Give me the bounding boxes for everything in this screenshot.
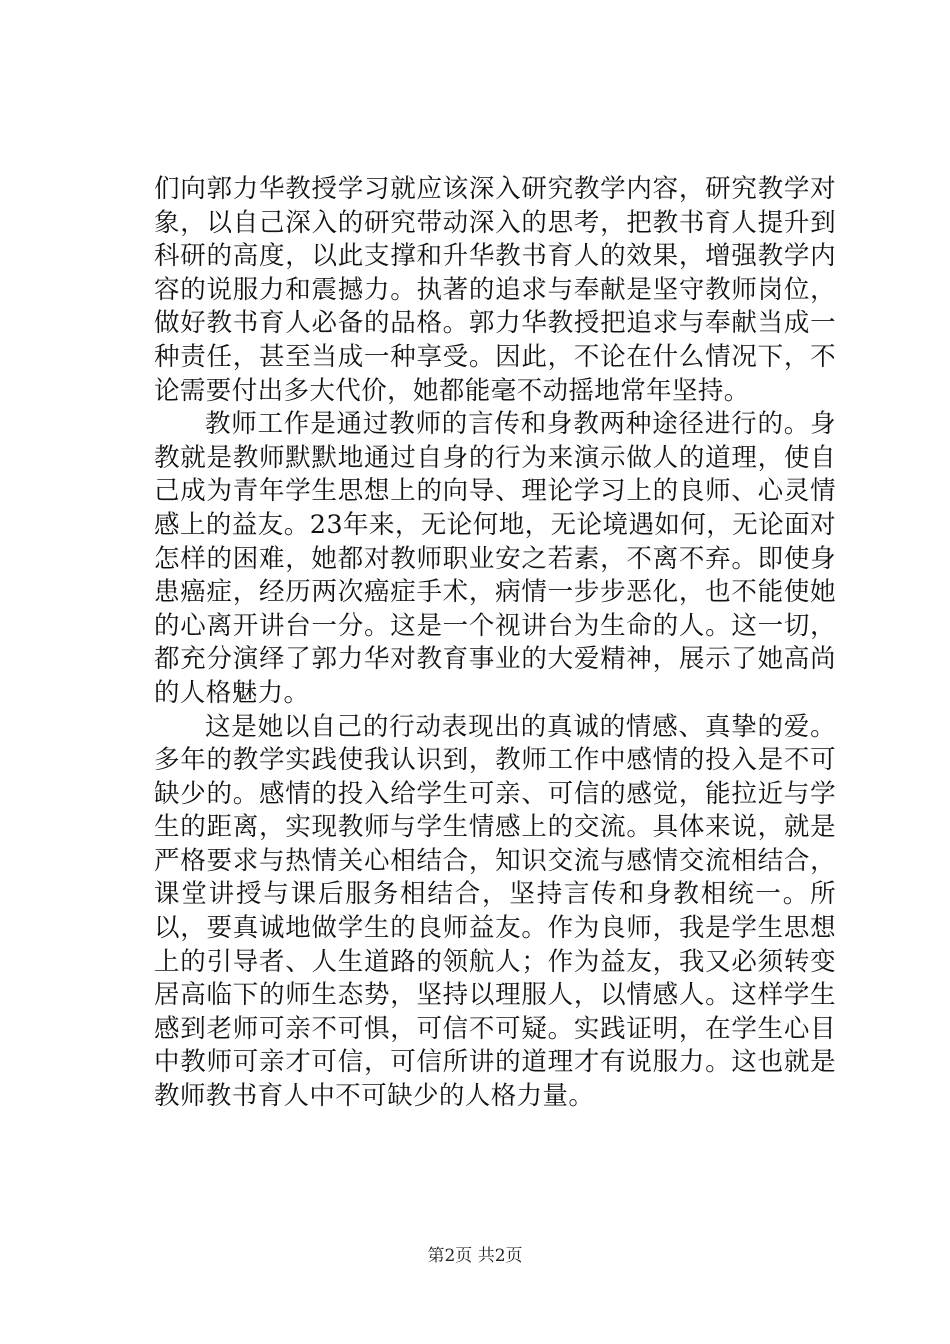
page-footer (0, 1245, 950, 1267)
paragraph-2: 教师工作是通过教师的言传和身教两种途径进行的。身教就是教师默默地通过自身的行为来演示做人的道理，使自己成为青年学生思想上的向导、理论学习上的良师、心灵情感上的益友。23年来，无论何地，无论境遇如何，无论面对怎样的困难，她都对教师职业安之若素，不离不弃。即使身患癌症，经历两次癌症手术，病情一步步恶化，也不能使她的心离开讲台一分。这是一个视讲台为生命的人。这一切，都充分演绎了郭力华对教育事业的大爱精神，展示了她高尚的人格魅力。 (154, 409, 836, 708)
paragraph-1: 们向郭力华教授学习就应该深入研究教学内容，研究教学对象，以自己深入的研究带动深入的思考，把教书育人提升到科研的高度，以此支撑和升华教书育人的效果，增强教学内容的说服力和震撼力。执著的追求与奉献是坚守教师岗位，做好教书育人必备的品格。郭力华教授把追求与奉献当成一种责任，甚至当成一种享受。因此，不论在什么情况下，不论需要付出多大代价，她都能毫不动摇地常年坚持。 (154, 174, 836, 406)
page-number-label: 第2页 共2页 (427, 1246, 523, 1266)
paragraph-3: 这是她以自己的行动表现出的真诚的情感、真挚的爱。多年的教学实践使我认识到，教师工作中感情的投入是不可缺少的。感情的投入给学生可亲、可信的感觉，能拉近与学生的距离，实现教师与学生情感上的交流。具体来说，就是严格要求与热情关心相结合，知识交流与感情交流相结合，课堂讲授与课后服务相结合，坚持言传和身教相统一。所以，要真诚地做学生的良师益友。作为良师，我是学生思想上的引导者、人生道路的领航人；作为益友，我又必须转变居高临下的师生态势，坚持以理服人，以情感人。这样学生感到老师可亲不可惧，可信不可疑。实践证明，在学生心目中教师可亲才可信，可信所讲的道理才有说服力。这也就是教师教书育人中不可缺少的人格力量。 (154, 711, 836, 1112)
document-body (154, 173, 836, 1114)
